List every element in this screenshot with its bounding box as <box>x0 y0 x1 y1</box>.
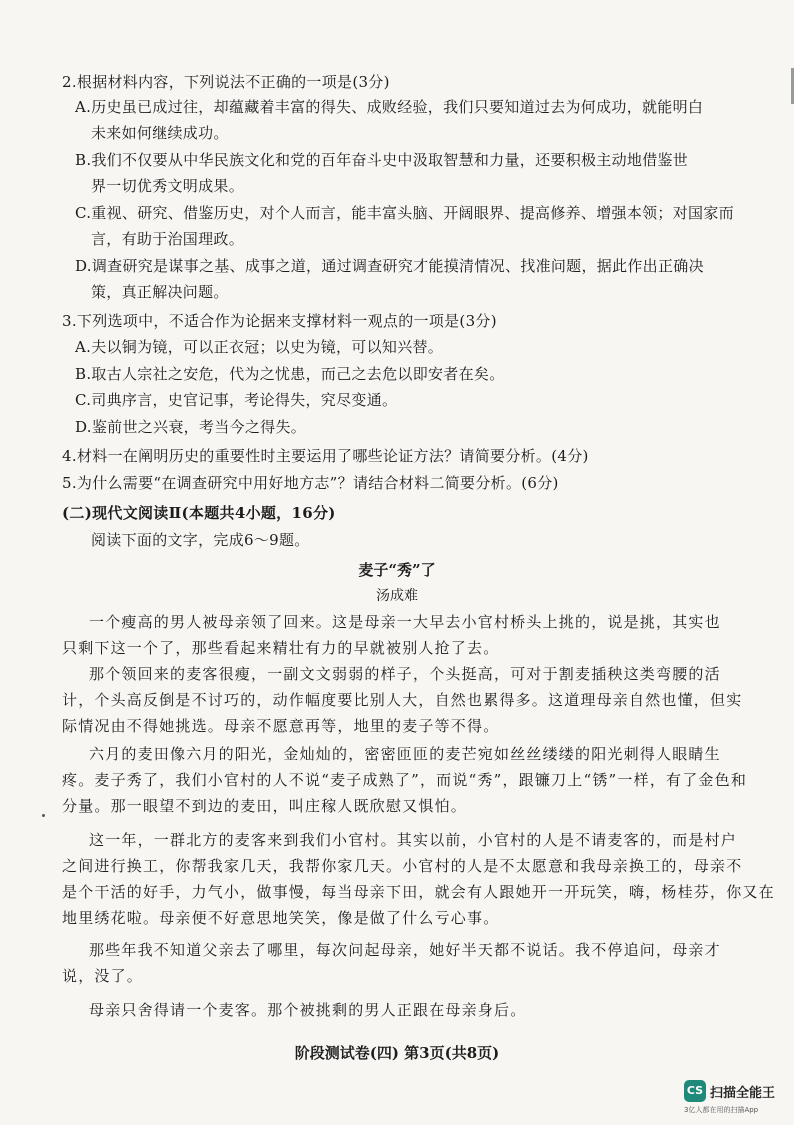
reading-instruction: 阅读下面的文字，完成6～9题。 <box>91 531 310 549</box>
scanner-watermark <box>684 1080 794 1125</box>
story-paragraph-4-line-3: 是个干活的好手，力气小，做事慢，每当母亲下田，就会有人跟她开一开玩笑，嗨，杨桂芬，你又在 <box>62 883 775 901</box>
scanner-slogan: 3亿人都在用的扫描App <box>684 1106 759 1114</box>
question-3-option-b: B.取古人宗社之安危，代为之忧患，而己之去危以即安者在矣。 <box>75 365 505 383</box>
question-2-option-b-cont: 界一切优秀文明成果。 <box>91 177 245 195</box>
question-2-option-c: C.重视、研究、借鉴历史，对个人而言，能丰富头脑、开阔眼界、提高修养、增强本领；对国家而 <box>75 204 734 222</box>
story-paragraph-5-line-1: 那些年我不知道父亲去了哪里，每次问起母亲，她好半天都不说话。我不停追问，母亲才 <box>89 941 721 959</box>
story-paragraph-3-line-2: 疼。麦子秀了，我们小官村的人不说“麦子成熟了”，而说“秀”，跟镰刀上“锈”一样，有了金色和 <box>62 771 748 789</box>
story-paragraph-2-line-2: 计，个头高反倒是不讨巧的，动作幅度要比别人大，自然也累得多。这道理母亲自然也懂，但实 <box>62 691 743 709</box>
question-2-option-b: B.我们不仅要从中华民族文化和党的百年奋斗史中汲取智慧和力量，还要积极主动地借鉴世 <box>75 151 689 169</box>
story-paragraph-4-line-2: 之间进行换工，你帮我家几天，我帮你家几天。小官村的人是不太愿意和我母亲换工的，母亲不 <box>62 857 743 875</box>
story-paragraph-4-line-1: 这一年，一群北方的麦客来到我们小官村。其实以前，小官村的人是不请麦客的，而是村户 <box>89 831 738 849</box>
question-5: 5.为什么需要“在调查研究中用好地方志”？请结合材料二简要分析。(6分) <box>62 474 559 492</box>
scan-speck <box>42 814 45 817</box>
story-paragraph-1-line-1: 一个瘦高的男人被母亲领了回来。这是母亲一大早去小官村桥头上挑的，说是挑，其实也 <box>89 613 721 631</box>
section-heading: (二)现代文阅读Ⅱ(本题共4小题，16分) <box>62 504 336 522</box>
question-3-option-d: D.鉴前世之兴衰，考当今之得失。 <box>75 418 307 436</box>
page-footer: 阶段测试卷(四) 第3页(共8页) <box>294 1044 500 1062</box>
scanner-app-name: 扫描全能王 <box>710 1086 776 1101</box>
story-paragraph-6-line-1: 母亲只舍得请一个麦客。那个被挑剩的男人正跟在母亲身后。 <box>89 1001 527 1019</box>
question-2-stem: 2.根据材料内容，下列说法不正确的一项是(3分) <box>62 73 390 91</box>
story-title: 麦子“秀”了 <box>358 561 436 579</box>
question-2-option-a: A.历史虽已成过往，却蕴藏着丰富的得失、成败经验，我们只要知道过去为何成功，就能明白 <box>75 98 704 116</box>
question-3-option-c: C.司典序言，史官记事，考论得失，究尽变通。 <box>75 391 398 409</box>
story-author: 汤成难 <box>376 588 418 604</box>
question-2-option-c-cont: 言，有助于治国理政。 <box>91 230 245 248</box>
story-paragraph-5-line-2: 说，没了。 <box>62 967 144 985</box>
story-paragraph-1-line-2: 只剩下这一个了，那些看起来精壮有力的早就被别人抢了去。 <box>62 639 500 657</box>
camscanner-logo-icon: CS <box>684 1080 706 1102</box>
story-paragraph-3-line-3: 分量。那一眼望不到边的麦田，叫庄稼人既欣慰又惧怕。 <box>62 797 468 815</box>
question-3-stem: 3.下列选项中，不适合作为论据来支撑材料一观点的一项是(3分) <box>62 312 497 330</box>
question-4: 4.材料一在阐明历史的重要性时主要运用了哪些论证方法？请简要分析。(4分) <box>62 447 589 465</box>
question-2-option-d-cont: 策，真正解决问题。 <box>91 283 229 301</box>
story-paragraph-4-line-4: 地里绣花啦。母亲便不好意思地笑笑，像是做了什么亏心事。 <box>62 909 500 927</box>
question-3-option-a: A.夫以铜为镜，可以正衣冠；以史为镜，可以知兴替。 <box>75 338 444 356</box>
question-2-option-d: D.调查研究是谋事之基、成事之道，通过调查研究才能摸清情况、找准问题，据此作出正确决 <box>75 257 704 275</box>
story-paragraph-2-line-3: 际情况由不得她挑选。母亲不愿意再等，地里的麦子等不得。 <box>62 717 500 735</box>
story-paragraph-2-line-1: 那个领回来的麦客很瘦，一副文文弱弱的样子，个头挺高，可对于割麦插秧这类弯腰的活 <box>89 665 721 683</box>
question-2-option-a-cont: 未来如何继续成功。 <box>91 124 229 142</box>
story-paragraph-3-line-1: 六月的麦田像六月的阳光，金灿灿的，密密匝匝的麦芒宛如丝丝缕缕的阳光刺得人眼睛生 <box>89 745 721 763</box>
